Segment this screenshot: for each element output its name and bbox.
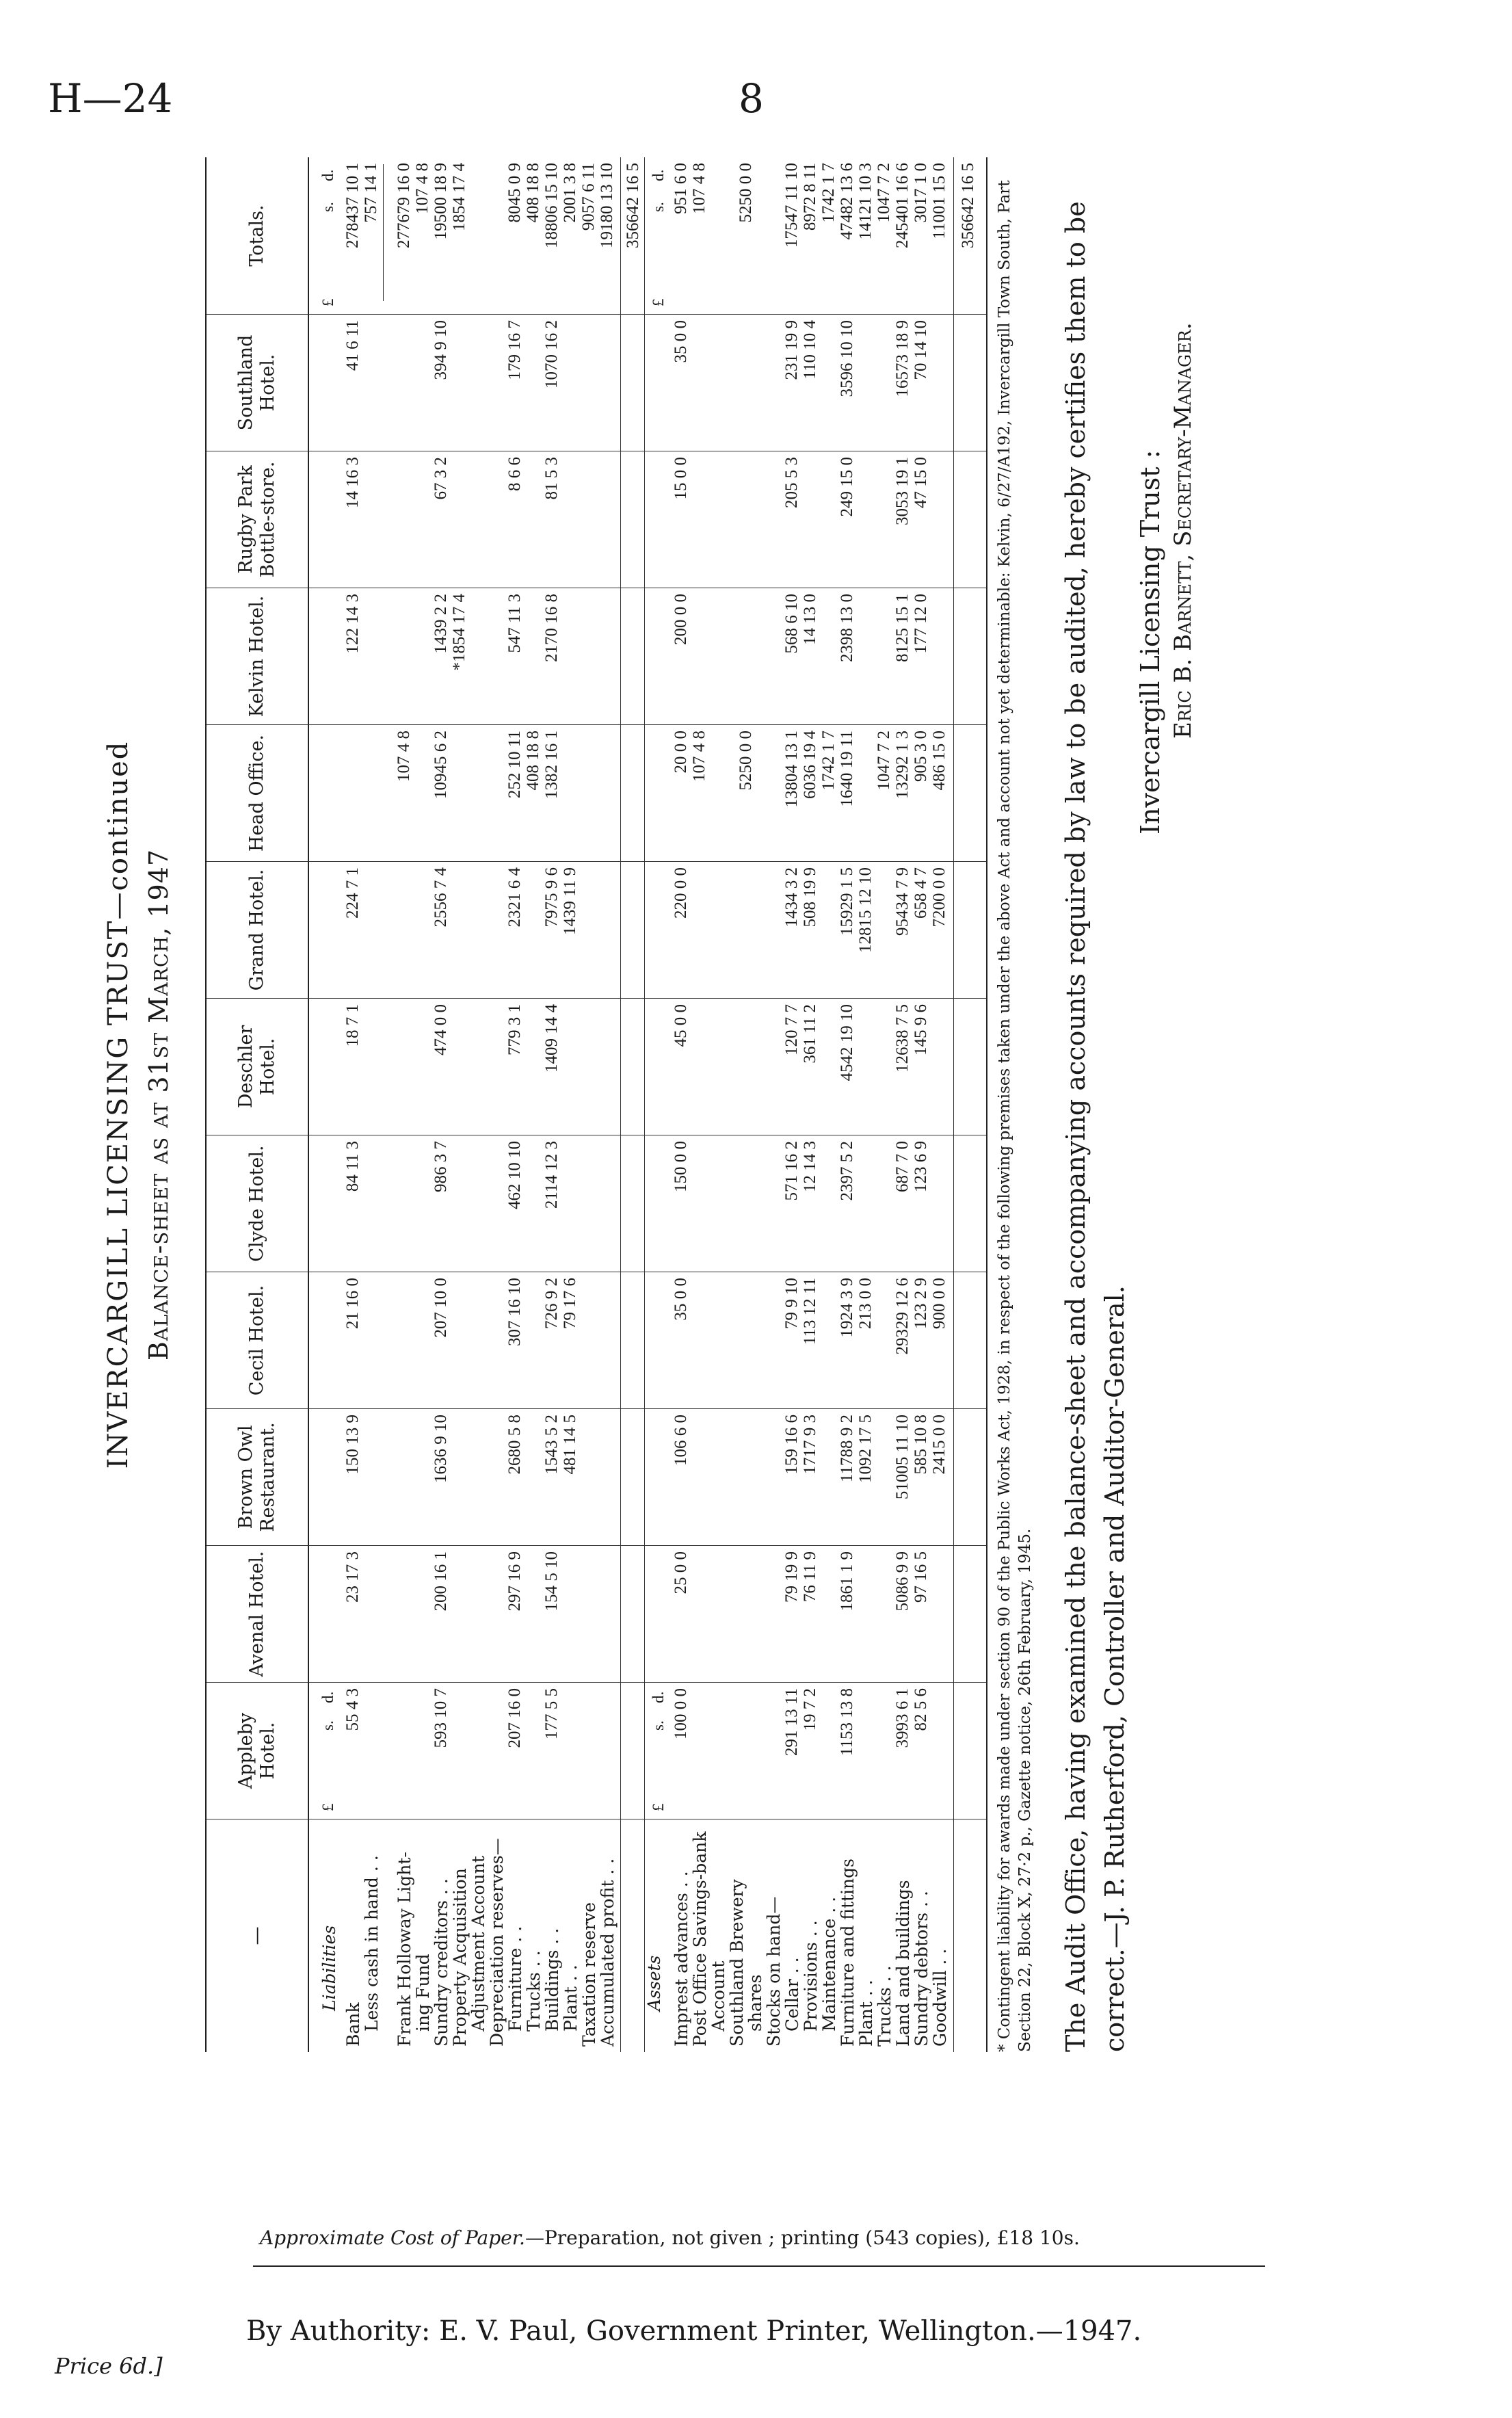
unit-pounds-total: £ (650, 298, 667, 306)
unit-shillings-total: s. (650, 202, 667, 212)
header-appleby: Appleby Hotel. (207, 1683, 309, 1819)
header-head-office: Head Office. (207, 725, 309, 862)
cell-brown-owl: 481 14 5 (561, 1415, 579, 1475)
cell-head-office: 1047 7 2 (875, 731, 893, 791)
cell-head-office: 252 10 11 (505, 731, 524, 799)
cell-clyde: 150 0 0 (672, 1141, 690, 1192)
cell-cecil: 726 9 2 (542, 1278, 561, 1329)
cell-deschler: 12638 7 5 (893, 1004, 912, 1073)
cell-head-office: 905 3 0 (912, 731, 930, 782)
table-title: INVERCARGILL LICENSING TRUST—continued (103, 740, 134, 1469)
cell-head-office: 20 0 0 (672, 731, 690, 774)
row-label: Adjustment Account (468, 1856, 488, 2032)
assets-grand-total: 356642 16 5 (959, 163, 977, 248)
assets-heading: Assets (644, 1955, 664, 2011)
row-label: Account (708, 1960, 728, 2032)
cell-grand: 224 7 1 (343, 867, 362, 919)
cell-cecil: 900 0 0 (930, 1278, 949, 1329)
cell-totals: 8972 8 11 (801, 163, 819, 231)
header-totals: Totals. (207, 157, 309, 315)
cell-rugby-park: 47 15 0 (912, 457, 930, 508)
cell-cecil: 207 10 0 (432, 1278, 450, 1338)
unit-pence-total: d. (650, 169, 667, 181)
row-label: Stocks on hand— (764, 1896, 784, 2047)
cell-avenal: 97 16 5 (912, 1551, 930, 1603)
cell-deschler: 45 0 0 (672, 1004, 690, 1047)
cell-southland: 16573 18 9 (893, 320, 912, 397)
cell-southland: 41 6 11 (343, 320, 362, 371)
cell-avenal: 200 16 1 (432, 1551, 450, 1612)
trust-signature: Invercargill Licensing Trust : (1135, 449, 1165, 835)
cell-cecil: 307 16 10 (505, 1278, 524, 1346)
cell-head-office: 13804 13 1 (782, 731, 801, 808)
cell-rugby-park: 205 5 3 (782, 457, 801, 508)
unit-pence: d. (319, 1691, 336, 1703)
cell-cecil: 213 0 0 (856, 1278, 875, 1329)
cell-clyde: 986 3 7 (432, 1141, 450, 1192)
row-label: Furniture . . (505, 1926, 525, 2032)
cell-cecil: 35 0 0 (672, 1278, 690, 1321)
cell-southland: 179 16 7 (505, 320, 524, 380)
cell-brown-owl: 1543 5 2 (542, 1415, 561, 1475)
cell-appleby: 19 7 2 (801, 1688, 819, 1731)
header-deschler: Deschler Hotel. (207, 999, 309, 1135)
cell-rugby-park: 67 3 2 (432, 457, 450, 500)
cell-totals: 245401 16 6 (893, 163, 912, 248)
unit-shillings: s. (319, 1720, 336, 1731)
row-label: Furniture and fittings (838, 1858, 858, 2047)
cell-clyde: 687 7 0 (893, 1141, 912, 1192)
cell-totals: 8045 0 9 (505, 163, 524, 223)
cell-clyde: 12 14 3 (801, 1141, 819, 1192)
cell-head-office: 10945 6 2 (432, 731, 450, 799)
cell-brown-owl: 2680 5 8 (505, 1415, 524, 1475)
liabilities-grand-total: 356642 16 5 (624, 163, 642, 248)
row-label: Plant . . (856, 1980, 876, 2047)
header-rugby-park: Rugby Park Bottle-store. (207, 451, 309, 588)
row-label: Depreciation reserves— (487, 1838, 507, 2047)
cell-brown-owl: 106 6 0 (672, 1415, 690, 1466)
cell-southland: 394 9 10 (432, 320, 450, 380)
row-label: ing Fund (413, 1954, 433, 2032)
assets-total-rule (953, 157, 954, 2052)
cell-totals: 47482 13 6 (838, 163, 856, 240)
cell-totals: 1047 7 2 (875, 163, 893, 223)
row-label: Buildings . . (542, 1928, 562, 2032)
cell-kelvin: 177 12 0 (912, 594, 930, 654)
cell-brown-owl: 2415 0 0 (930, 1415, 949, 1475)
balance-sheet-table (205, 157, 987, 2052)
cell-cecil: 79 17 6 (561, 1278, 579, 1329)
row-label: Plant . . (561, 1964, 581, 2032)
cell-grand: 95434 7 9 (893, 867, 912, 936)
cell-avenal: 5086 9 9 (893, 1551, 912, 1612)
row-label: Imprest advances . . (672, 1871, 691, 2047)
cell-cecil: 123 2 9 (912, 1278, 930, 1329)
cell-avenal: 297 16 9 (505, 1551, 524, 1612)
section-rule (644, 157, 645, 2052)
row-label: Sundry debtors . . (912, 1891, 931, 2047)
footer-rule (253, 2265, 1265, 2267)
column-rule (207, 861, 986, 862)
cell-head-office: 107 4 8 (395, 731, 413, 782)
cell-kelvin: 1439 2 2 (432, 594, 450, 654)
cell-head-office: 13292 1 3 (893, 731, 912, 799)
cell-deschler: 361 11 2 (801, 1004, 819, 1064)
row-label: Property Acquisition (450, 1868, 470, 2047)
cell-avenal: 154 5 10 (542, 1551, 561, 1612)
cell-deschler: 18 7 1 (343, 1004, 362, 1047)
row-label: Sundry creditors . . (432, 1878, 451, 2047)
cell-avenal: 76 11 9 (801, 1551, 819, 1603)
cell-grand: 2556 7 4 (432, 867, 450, 928)
cell-brown-owl: 1717 9 3 (801, 1415, 819, 1475)
footnote: * Contingent liability for awards made under section 90 of the Public Works Act, 1928, in respect of the following premises taken under the above Act and account not yet determinable: Kelvin, 6/27/A192, Invercargill Town South, Part Section 22, Block X, 27·2 p., Gazette notice, 26th February, 1945. (996, 180, 1034, 2052)
cell-grand: 1439 11 9 (561, 867, 579, 936)
cell-totals: 278437 10 1 (343, 163, 362, 248)
cell-southland: 1070 16 2 (542, 320, 561, 389)
cell-kelvin: 568 6 10 (782, 594, 801, 654)
row-label: Taxation reserve (579, 1902, 599, 2047)
cell-kelvin: *1854 17 4 (450, 594, 468, 671)
cell-rugby-park: 15 0 0 (672, 457, 690, 500)
cell-clyde: 462 10 10 (505, 1141, 524, 1209)
cell-cecil: 21 16 0 (343, 1278, 362, 1329)
cell-totals: 3017 1 0 (912, 163, 930, 223)
cell-kelvin: 122 14 3 (343, 594, 362, 654)
cell-appleby: 1153 13 8 (838, 1688, 856, 1757)
row-label: Land and buildings (893, 1880, 913, 2047)
rotated-balance-sheet (103, 157, 1197, 2052)
row-label: Post Office Savings-bank (690, 1831, 710, 2047)
cell-head-office: 486 15 0 (930, 731, 949, 791)
unit-pounds: £ (650, 1803, 667, 1811)
cell-grand: 508 19 9 (801, 867, 819, 928)
row-label: shares (745, 1974, 765, 2032)
cell-rugby-park: 14 16 3 (343, 457, 362, 508)
unit-pounds: £ (319, 1803, 336, 1811)
cell-kelvin: 200 0 0 (672, 594, 690, 645)
cell-deschler: 120 7 7 (782, 1004, 801, 1055)
cell-avenal: 23 17 3 (343, 1551, 362, 1603)
cell-avenal: 25 0 0 (672, 1551, 690, 1594)
header-cecil: Cecil Hotel. (207, 1272, 309, 1409)
audit-certificate: The Audit Office, having examined the balance-sheet and accompanying accounts required by law to be audited, hereby certifies them to be correct.—J. P. Rutherford, Controller and Auditor-General. (1061, 201, 1130, 2052)
cell-brown-owl: 159 16 6 (782, 1415, 801, 1475)
cell-southland: 70 14 10 (912, 320, 930, 380)
row-label: Trucks . . (524, 1950, 544, 2032)
unit-pence: d. (650, 1691, 667, 1703)
cell-clyde: 2114 12 3 (542, 1141, 561, 1209)
header-clyde: Clyde Hotel. (207, 1135, 309, 1272)
cell-totals: 277679 16 0 (395, 163, 413, 248)
cell-totals: 5250 0 0 (737, 163, 755, 223)
cell-totals: 11001 15 0 (930, 163, 949, 239)
printer-authority: By Authority: E. V. Paul, Government Printer, Wellington.—1947. (246, 2315, 1142, 2347)
cell-southland: 35 0 0 (672, 320, 690, 363)
cell-clyde: 123 6 9 (912, 1141, 930, 1192)
cell-grand: 220 0 0 (672, 867, 690, 919)
unit-pence-total: d. (319, 169, 336, 181)
cell-totals: 1742 1 7 (819, 163, 838, 223)
unit-shillings-total: s. (319, 202, 336, 212)
cell-kelvin: 2398 13 0 (838, 594, 856, 662)
row-label: Frank Holloway Light- (395, 1852, 414, 2047)
row-label: Less cash in hand . . (362, 1855, 382, 2032)
header-blank: — (207, 1819, 309, 2052)
cell-totals: 1854 17 4 (450, 163, 468, 231)
column-rule (207, 314, 986, 315)
cell-clyde: 571 16 2 (782, 1141, 801, 1201)
paper-cost-label: Approximate Cost of Paper. (260, 2226, 525, 2249)
cell-deschler: 474 0 0 (432, 1004, 450, 1055)
page-number: 8 (739, 75, 764, 122)
cell-totals: 14121 10 3 (856, 163, 875, 240)
cell-deschler: 1409 14 4 (542, 1004, 561, 1073)
cell-kelvin: 547 11 3 (505, 594, 524, 653)
cell-appleby: 593 10 7 (432, 1688, 450, 1748)
cell-head-office: 1382 16 1 (542, 731, 561, 799)
subtotal-rule (383, 164, 384, 301)
liabilities-total-rule (620, 157, 621, 2052)
cell-deschler: 4542 19 10 (838, 1004, 856, 1081)
cell-grand: 658 4 7 (912, 867, 930, 919)
cell-totals: 107 4 8 (690, 163, 708, 214)
cell-appleby: 3993 6 1 (893, 1688, 912, 1748)
cell-brown-owl: 1092 17 5 (856, 1415, 875, 1483)
cell-brown-owl: 585 10 8 (912, 1415, 930, 1475)
cell-appleby: 291 13 11 (782, 1688, 801, 1757)
cell-totals: 757 14 1 (362, 163, 380, 223)
cell-avenal: 79 19 9 (782, 1551, 801, 1603)
table-subtitle: Balance-sheet as at 31st March, 1947 (144, 848, 174, 1361)
cell-rugby-park: 3053 19 1 (893, 457, 912, 525)
cell-brown-owl: 11788 9 2 (838, 1415, 856, 1483)
row-label: Trucks . . (875, 1965, 894, 2047)
cell-cecil: 1924 3 9 (838, 1278, 856, 1338)
cell-totals: 2001 3 8 (561, 163, 579, 223)
cell-deschler: 779 3 1 (505, 1004, 524, 1055)
header-southland: Southland Hotel. (207, 315, 309, 451)
cell-head-office: 5250 0 0 (737, 731, 755, 791)
cell-avenal: 1861 1 9 (838, 1551, 856, 1612)
cell-clyde: 84 11 3 (343, 1141, 362, 1192)
column-rule (207, 724, 986, 725)
header-brown-owl: Brown Owl Restaurant. (207, 1409, 309, 1546)
cell-rugby-park: 81 5 3 (542, 457, 561, 500)
header-kelvin: Kelvin Hotel. (207, 588, 309, 725)
column-rule (207, 1682, 986, 1683)
cell-head-office: 1742 1 7 (819, 731, 838, 791)
row-label: Accumulated profit . . (598, 1858, 618, 2047)
column-rule (207, 1545, 986, 1546)
cell-totals: 951 6 0 (672, 163, 690, 214)
row-label: Cellar . . (782, 1957, 802, 2032)
column-rule (207, 1408, 986, 1409)
cell-grand: 1434 3 2 (782, 867, 801, 928)
cell-totals: 9057 6 11 (579, 163, 598, 231)
row-label: Provisions . . (801, 1920, 821, 2032)
unit-pounds-total: £ (319, 298, 336, 306)
header-avenal: Avenal Hotel. (207, 1546, 309, 1683)
cell-totals: 408 18 8 (524, 163, 542, 223)
paper-cost-text: —Preparation, not given ; printing (543 copies), £18 10s. (525, 2226, 1080, 2249)
cell-appleby: 100 0 0 (672, 1688, 690, 1739)
row-label: Bank (343, 2002, 363, 2047)
cell-grand: 7200 0 0 (930, 867, 949, 928)
row-label: Southland Brewery (727, 1879, 747, 2047)
cell-totals: 19180 13 10 (598, 163, 616, 248)
cell-deschler: 145 9 6 (912, 1004, 930, 1055)
cell-grand: 7975 9 6 (542, 867, 561, 928)
cell-brown-owl: 1636 9 10 (432, 1415, 450, 1483)
header-grand: Grand Hotel. (207, 862, 309, 999)
cell-cecil: 29329 12 6 (893, 1278, 912, 1355)
cell-grand: 2321 6 4 (505, 867, 524, 928)
cell-head-office: 408 18 8 (524, 731, 542, 791)
cell-brown-owl: 51005 11 10 (893, 1415, 912, 1500)
cell-head-office: 1640 19 11 (838, 731, 856, 807)
unit-shillings: s. (650, 1720, 667, 1731)
column-rule (207, 998, 986, 999)
cell-kelvin: 2170 16 8 (542, 594, 561, 662)
cell-grand: 15929 1 5 (838, 867, 856, 936)
cell-southland: 110 10 4 (801, 320, 819, 380)
cell-brown-owl: 150 13 9 (343, 1415, 362, 1475)
cell-totals: 107 4 8 (413, 163, 432, 214)
cell-appleby: 177 5 5 (542, 1688, 561, 1739)
cell-rugby-park: 249 15 0 (838, 457, 856, 517)
cell-southland: 231 19 9 (782, 320, 801, 380)
cell-totals: 18806 15 10 (542, 163, 561, 248)
row-label: Goodwill . . (930, 1948, 950, 2047)
cell-totals: 17547 11 10 (782, 163, 801, 248)
liabilities-heading: Liabilities (319, 1925, 339, 2011)
cell-cecil: 113 12 11 (801, 1278, 819, 1345)
cell-head-office: 107 4 8 (690, 731, 708, 782)
page-header-code: H—24 (48, 75, 173, 122)
cell-grand: 12815 12 10 (856, 867, 875, 953)
cell-head-office: 6036 19 4 (801, 731, 819, 799)
cell-totals: 19500 18 9 (432, 163, 450, 240)
cell-cecil: 79 9 10 (782, 1278, 801, 1329)
cell-kelvin: 14 13 0 (801, 594, 819, 645)
cell-appleby: 82 5 6 (912, 1688, 930, 1731)
cell-appleby: 55 4 3 (343, 1688, 362, 1731)
cell-rugby-park: 8 6 6 (505, 457, 524, 491)
price-note: Price 6d.] (55, 2353, 163, 2379)
manager-signature: Eric B. Barnett, Secretary-Manager. (1169, 322, 1197, 739)
paper-cost-note (260, 2226, 1080, 2249)
cell-appleby: 207 16 0 (505, 1688, 524, 1748)
cell-clyde: 2397 5 2 (838, 1141, 856, 1201)
row-label: Maintenance . . (819, 1896, 839, 2032)
cell-southland: 3596 10 10 (838, 320, 856, 397)
cell-kelvin: 8125 15 1 (893, 594, 912, 662)
